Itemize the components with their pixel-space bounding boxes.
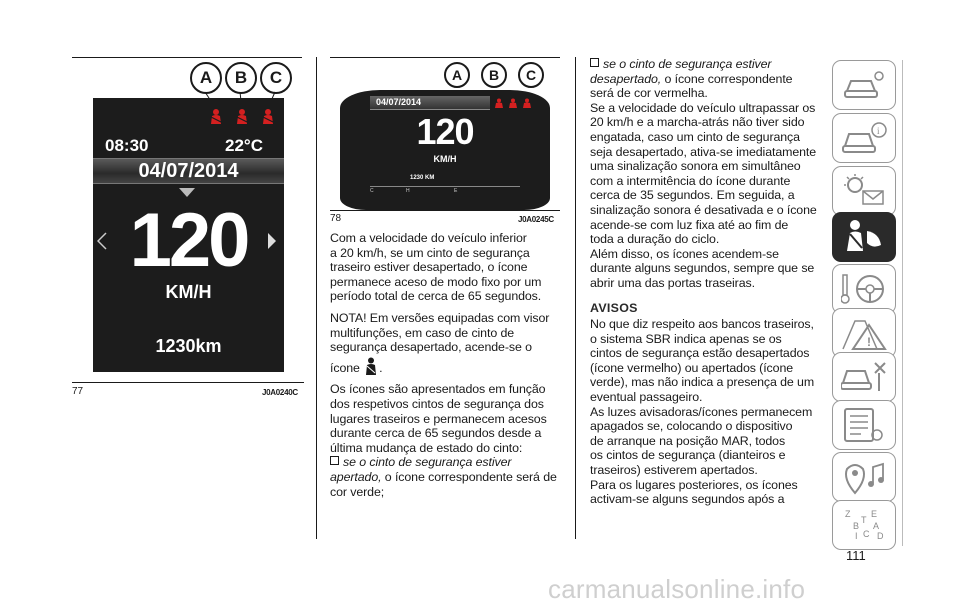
speed-value: 120 [416,111,474,152]
tab-vehicle[interactable] [832,113,896,163]
figure-77-caption-rule [72,382,304,383]
seatbelt-airbag-icon [841,219,887,255]
column-divider-2 [575,57,576,539]
figure-77 [72,60,304,400]
tab-warning-lights[interactable] [832,166,896,216]
callout-b: B [481,62,507,88]
date-band [93,158,284,184]
page-number: 111 [846,548,866,563]
tab-emergency[interactable] [832,308,896,358]
speed-unit: KM/H [433,154,457,164]
index-letter: T [861,515,867,525]
figure-code: J0A0240C [262,388,298,397]
index-letter: A [873,521,880,531]
paragraph: No que diz respeito aos bancos traseiros, o sistema SBR indica apenas se os cintos de segurança estão desapertados (ícone vermelho) ou apertados (ícone verde), mas não indica a presença de um eventual passageiro. [590,317,815,405]
outside-temperature: 22°C [225,136,263,155]
bullet-item: se o cinto de segurança estiver apertado, o ícone correspondente será de cor verde; [330,455,557,499]
tab-maintenance[interactable] [832,352,896,402]
steering-wheel-icon [841,271,887,307]
cluster-display [340,90,550,210]
index-letter: C [863,529,870,539]
callout-a: A [190,62,222,94]
checkbox-bullet-icon [330,456,339,465]
light-envelope-icon [841,173,887,209]
navigation-music-icon [841,459,887,495]
warning-icons [208,108,278,124]
watermark: carmanualsonline.info [548,574,806,604]
paragraph: Se a velocidade do veículo ultrapassar os 20 km/h e a marcha-atrás não tiver sido engatada, caso um cinto de segurança seja desapertado, ativa-se imediatamente uma sinalização sonora em simultâneo com a intermitência do ícone durante cerca de 35 segundos. Em seguida, a sinalização sonora é desativada e o ícone acende-se com luz fixa até ao fim de toda a duração do ciclo. [590,100,817,247]
tab-index[interactable] [832,500,896,550]
paragraph: Com a velocidade do veículo inferior a 20 km/h, se um cinto de segurança traseiro estiver desapertado, o ícone permanece aceso de modo fixo por um período total de cerca de 65 segundos. [330,231,542,304]
warning-icons [494,98,542,108]
seatbelt-warning-icon-c [522,98,532,108]
seatbelt-warning-icon-b [234,108,250,124]
date-band [370,96,490,110]
speed-unit: KM/H [165,282,212,302]
tab-multimedia[interactable] [832,452,896,502]
text-column-right [590,57,828,507]
seatbelt-warning-icon-a [208,108,224,124]
callout-a: A [444,62,470,88]
list-icon [841,407,887,443]
figure-code: J0A0245C [518,215,554,224]
sidebar-edge-rule [902,60,903,546]
callout-b: B [225,62,257,94]
callout-c: C [518,62,544,88]
date-text: 04/07/2014 [376,97,422,107]
tab-technical-data[interactable] [832,400,896,450]
svg-text:i: i [877,126,880,136]
index-letter: D [877,531,884,541]
car-info-i-icon [841,120,887,156]
bottom-gauges [370,186,520,197]
paragraph: Os ícones são apresentados em função dos respetivos cintos de segurança dos lugares traseiros e permanecem acesos durante cerca de 65 segundos desde a última mudança de estado do cinto: [330,382,547,455]
gauge-label-e: E [454,188,458,194]
tab-starting-driving[interactable] [832,264,896,314]
figure-78-caption-rule [330,210,560,211]
text-column-middle [330,231,570,506]
road-warning-icon [841,315,887,351]
bullet-item: se o cinto de segurança estiver desapertado, o ícone correspondente será de cor vermelha. [590,57,793,101]
index-letter: E [871,509,878,519]
index-letter: I [855,531,858,541]
clock-time: 08:30 [105,136,149,155]
tab-safety[interactable] [832,212,896,262]
index-letter: B [853,521,860,531]
note-paragraph: NOTA! Em versões equipadas com visor multifunções, em caso de cinto de segurança desapertado, acende-se o ícone . [330,310,550,375]
gauge-label-h: H [406,188,410,194]
menu-down-arrow-icon [179,188,195,198]
top-rule-middle [330,57,560,58]
seatbelt-warning-icon-a [494,98,504,108]
gauge-label-c: C [370,188,374,194]
odometer: 1230 KM [410,175,435,181]
column-divider [316,57,317,539]
tab-dashboard[interactable] [832,60,896,110]
car-tools-icon [841,359,887,395]
figure-number: 78 [330,213,342,224]
paragraph: Para os lugares posteriores, os ícones activam-se alguns segundos após a [590,477,798,507]
section-heading: AVISOS [590,300,638,315]
car-info-icon [841,67,887,103]
top-rule-left [72,57,302,58]
speed-value: 120 [129,198,248,283]
date-text: 04/07/2014 [138,160,239,182]
paragraph: As luzes avisadoras/ícones permanecem apagados se, colocando o dispositivo de arranque na posição MAR, todos os cintos de segurança (dianteiros e traseiros) estiverem apertados. [590,404,813,478]
odometer: 1230km [155,336,222,356]
svg-text:!: ! [867,335,871,349]
checkbox-bullet-icon [590,58,599,67]
figure-78 [330,60,560,228]
index-letter: Z [845,509,851,519]
cluster-display [93,98,284,372]
callout-c: C [260,62,292,94]
seatbelt-warning-icon-b [508,98,518,108]
seatbelt-icon [365,357,377,375]
seatbelt-warning-icon-c [260,108,276,124]
figure-number: 77 [72,386,84,397]
alphabet-index-icon [841,507,887,543]
paragraph: Além disso, os ícones acendem-se durante alguns segundos, sempre que se abrir uma das portas traseiras. [590,246,815,290]
